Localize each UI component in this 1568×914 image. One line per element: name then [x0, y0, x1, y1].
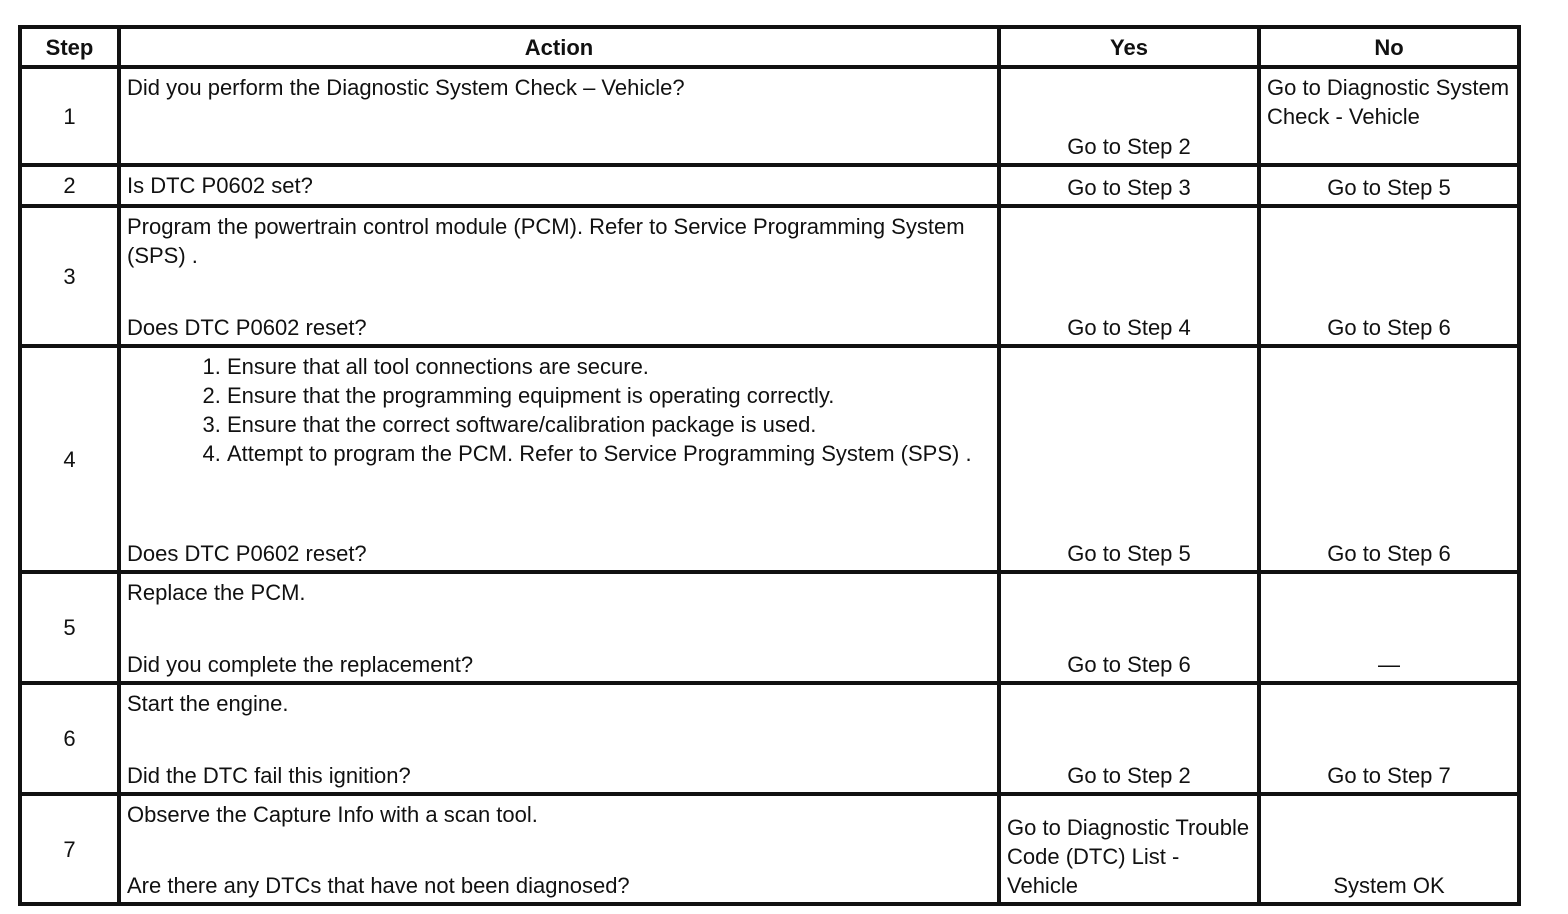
yes-result: Go to Step 4 — [999, 206, 1259, 346]
action-text: Program the powertrain control module (PCM). Refer to Service Programming System (SPS) . — [127, 214, 965, 268]
no-result: — — [1259, 572, 1519, 683]
action-cell — [119, 346, 999, 572]
step-number: 3 — [20, 206, 119, 346]
question-text: Did the DTC fail this ignition? — [127, 763, 411, 788]
step-number: 6 — [20, 683, 119, 794]
list-item: 1. Ensure that all tool connections are secure. — [227, 352, 991, 381]
table-row — [20, 346, 1519, 572]
header-yes: Yes — [999, 27, 1259, 67]
action-text: Observe the Capture Info with a scan tool. — [127, 802, 538, 827]
yes-result: Go to Step 2 — [999, 683, 1259, 794]
action-cell — [119, 683, 999, 794]
step-number: 2 — [20, 165, 119, 206]
question-text: Does DTC P0602 reset? — [127, 315, 367, 340]
header-action: Action — [119, 27, 999, 67]
no-result: Go to Diagnostic System Check - Vehicle — [1259, 67, 1519, 165]
yes-result: Go to Diagnostic Trouble Code (DTC) List - Vehicle — [999, 794, 1259, 904]
action-cell — [119, 206, 999, 346]
action-text: Replace the PCM. — [127, 580, 306, 605]
question-text: Does DTC P0602 reset? — [127, 541, 367, 566]
table-row — [20, 67, 1519, 165]
yes-result: Go to Step 6 — [999, 572, 1259, 683]
header-no: No — [1259, 27, 1519, 67]
yes-result: Go to Step 3 — [999, 165, 1259, 206]
table-row — [20, 206, 1519, 346]
question-text: Did you complete the replacement? — [127, 652, 474, 677]
no-result: Go to Step 5 — [1259, 165, 1519, 206]
action-text: Did you perform the Diagnostic System Check – Vehicle? — [119, 67, 999, 165]
step-number: 4 — [20, 346, 119, 572]
yes-result: Go to Step 5 — [999, 346, 1259, 572]
action-text: Is DTC P0602 set? — [119, 165, 999, 206]
step-number: 1 — [20, 67, 119, 165]
question-text: Are there any DTCs that have not been diagnosed? — [127, 873, 630, 898]
action-text: Start the engine. — [127, 691, 289, 716]
action-cell — [119, 794, 999, 904]
step-number: 5 — [20, 572, 119, 683]
header-row — [20, 27, 1519, 67]
no-result: Go to Step 6 — [1259, 346, 1519, 572]
yes-result: Go to Step 2 — [999, 67, 1259, 165]
no-result: Go to Step 7 — [1259, 683, 1519, 794]
table-row — [20, 683, 1519, 794]
diagnostic-table — [18, 25, 1521, 906]
list-item: 2. Ensure that the programming equipment is operating correctly. — [227, 381, 991, 410]
instruction-list — [177, 352, 991, 468]
table-row — [20, 572, 1519, 683]
table-row — [20, 165, 1519, 206]
table-row — [20, 794, 1519, 904]
no-result: Go to Step 6 — [1259, 206, 1519, 346]
action-cell — [119, 572, 999, 683]
step-number: 7 — [20, 794, 119, 904]
no-result: System OK — [1259, 794, 1519, 904]
list-item: 4. Attempt to program the PCM. Refer to Service Programming System (SPS) . — [227, 439, 991, 468]
header-step: Step — [20, 27, 119, 67]
list-item: 3. Ensure that the correct software/calibration package is used. — [227, 410, 991, 439]
